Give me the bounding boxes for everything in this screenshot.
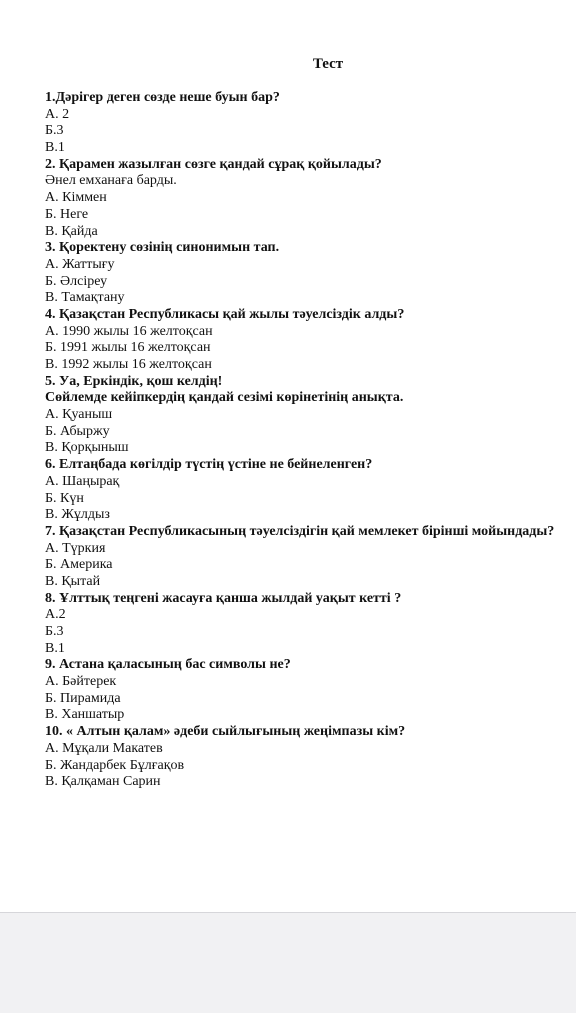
answer-line: Б.3 (45, 123, 64, 139)
viewer-background (0, 912, 576, 1013)
answer-line: Б. Күн (45, 490, 84, 506)
answer-line: В. 1992 жылы 16 желтоқсан (45, 357, 212, 372)
answer-line: Б.3 (45, 624, 64, 639)
answer-line: В. Қалқаман Сарин (45, 774, 161, 790)
question-line: 5. Уа, Еркіндік, қош келдің! (45, 373, 223, 389)
answer-line: А. Бәйтерек (45, 674, 117, 690)
answer-line: А. Жаттығу (45, 256, 115, 272)
answer-line: А. Қуаныш (45, 407, 113, 423)
question-list (45, 90, 576, 791)
question-line: 4. Қазақстан Республикасы қай жылы тәуелсіздік алды? (45, 306, 405, 322)
answer-line: В. Тамақтану (45, 290, 125, 306)
answer-line: В.1 (45, 640, 65, 656)
answer-line: А.2 (45, 607, 66, 623)
answer-line: Б. Абыржу (45, 423, 110, 439)
answer-line: В.1 (45, 140, 65, 156)
question-line: 7. Қазақстан Республикасының тәуелсіздігін қай мемлекет бірінші мойындады? (45, 523, 555, 539)
answer-line: В. Жұлдыз (45, 507, 110, 523)
answer-line: Б. Әлсіреу (45, 273, 108, 289)
answer-line: А. Түркия (45, 540, 106, 556)
answer-line: В. Қайда (45, 223, 98, 239)
answer-line: В. Ханшатыр (45, 707, 125, 723)
question-line: 3. Қоректену сөзінің синонимын тап. (45, 240, 280, 256)
question-line: 10. « Алтын қалам» әдеби сыйлығының жеңімпазы кім? (45, 724, 406, 740)
answer-line: Б. Неге (45, 206, 89, 222)
question-line: 6. Елтаңбада көгілдір түстің үстіне не бейнеленген? (45, 457, 373, 473)
answer-line: Б. Америка (45, 557, 113, 573)
answer-line: Әнел емханаға барды. (45, 173, 177, 189)
answer-line: А. Мұқали Макатев (45, 740, 163, 756)
page-title: Тест (312, 56, 344, 72)
question-line: 2. Қарамен жазылған сөзге қандай сұрақ қойылады? (45, 156, 382, 172)
answer-line: Б. Жандарбек Бұлғақов (45, 757, 185, 773)
answer-line: В. Қорқыныш (45, 440, 129, 456)
answer-line: А. 1990 жылы 16 желтоқсан (45, 323, 213, 339)
question-line: 1.Дәрігер деген сөзде неше буын бар? (45, 90, 280, 105)
answer-line: В. Қытай (45, 573, 101, 589)
answer-line: А. Шаңырақ (45, 473, 120, 489)
question-line: 9. Астана қаласының бас символы не? (45, 657, 291, 673)
answer-line: А. 2 (45, 106, 70, 122)
question-line: Сөйлемде кейіпкердің қандай сезімі көрінетінің анықта. (45, 390, 404, 406)
question-line: 8. Ұлттық теңгені жасауға қанша жылдай уақыт кетті ? (45, 590, 402, 606)
answer-line: А. Кіммен (45, 190, 107, 206)
answer-line: Б. 1991 жылы 16 желтоқсан (45, 340, 211, 356)
answer-line: Б. Пирамида (45, 690, 121, 706)
